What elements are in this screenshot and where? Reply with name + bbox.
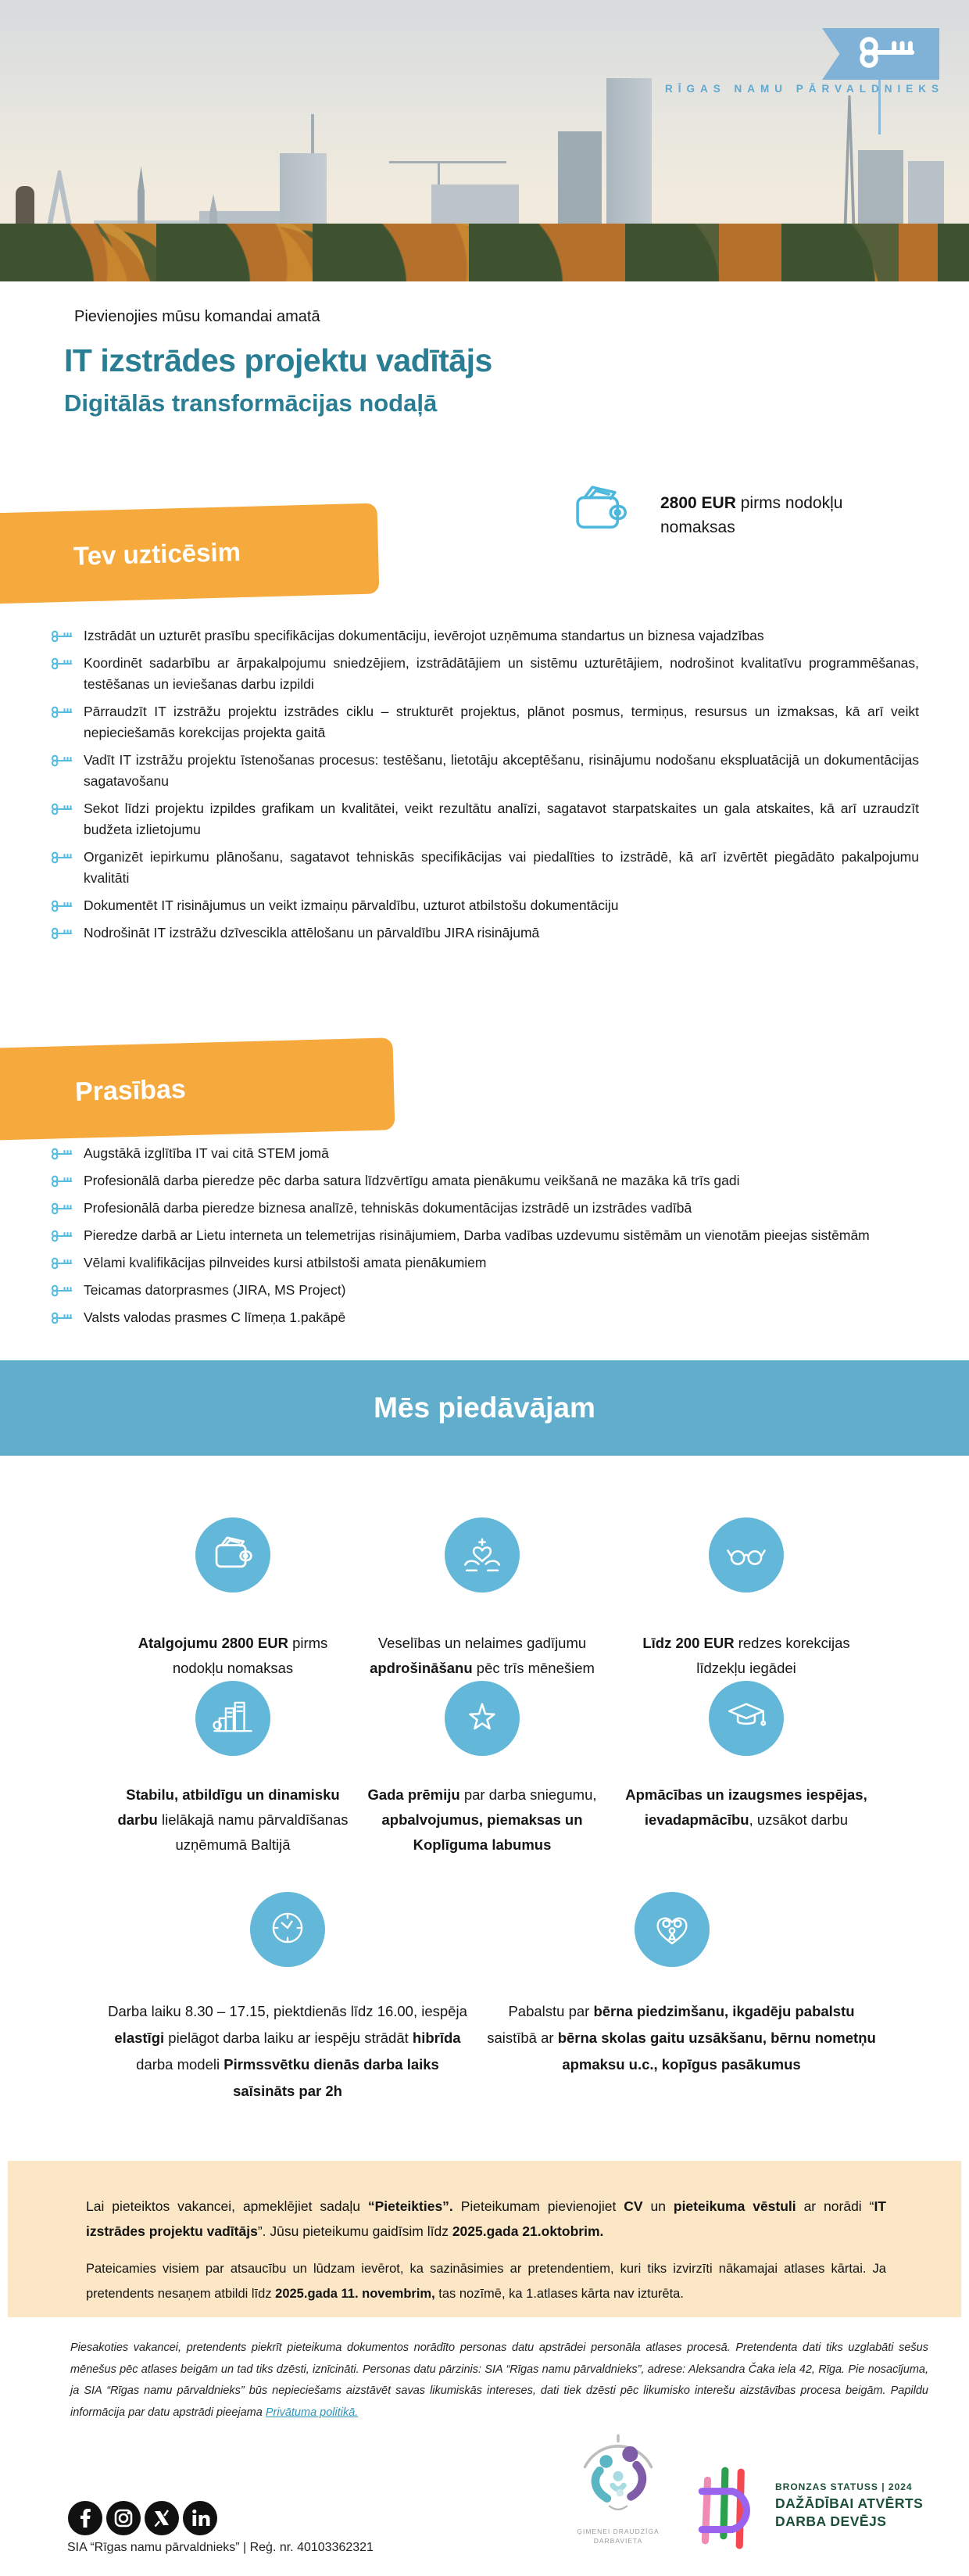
bullet-text: Teicamas datorprasmes (JIRA, MS Project) bbox=[84, 1282, 346, 1298]
benefit-circle bbox=[635, 1892, 710, 1967]
list-item bbox=[50, 653, 919, 695]
company-registration-line: SIA “Rīgas namu pārvaldnieks” | Reģ. nr. 40103362321 bbox=[67, 2541, 374, 2554]
wallet-icon bbox=[569, 480, 631, 542]
diversity-badge-icon bbox=[694, 2463, 766, 2554]
list-item bbox=[50, 1198, 919, 1219]
list-item bbox=[50, 895, 919, 916]
star-icon bbox=[459, 1694, 505, 1743]
privacy-policy-link[interactable]: Privātuma politikā. bbox=[265, 2406, 359, 2419]
graduation-cap-icon bbox=[724, 1694, 769, 1743]
list-item bbox=[50, 923, 919, 944]
bullet-text: Vadīt IT izstrāžu projektu īstenošanas procesus: testēšanu, lietotāju akceptēšanu, risinājumu nodošanu ekspluatācijā un dokumentācijas sagatavošanu bbox=[84, 752, 919, 789]
privacy-fine-print bbox=[70, 2338, 928, 2424]
glasses-icon bbox=[724, 1531, 769, 1580]
instagram-icon[interactable] bbox=[105, 2500, 141, 2536]
key-bullet-icon bbox=[50, 657, 73, 671]
key-bullet-icon bbox=[50, 629, 73, 643]
application-instructions-box bbox=[8, 2161, 961, 2317]
diversity-badge-text: BRONZAS STATUSS | 2024 DAŽĀDĪBAI ATVĒRTS DARBA DEVĒJS bbox=[775, 2481, 924, 2529]
key-bullet-icon bbox=[50, 1174, 73, 1188]
list-item bbox=[50, 1225, 919, 1246]
key-icon bbox=[853, 34, 921, 74]
facebook-icon[interactable] bbox=[67, 2500, 103, 2536]
requirements-list bbox=[50, 1143, 919, 1335]
list-item bbox=[50, 1280, 919, 1301]
social-links bbox=[67, 2500, 218, 2536]
list-item bbox=[50, 1307, 919, 1328]
list-item bbox=[50, 847, 919, 889]
bullet-text: Pieredze darbā ar Lietu interneta un telemetrijas risinājumiem, Darba vadības uzdevumu sistēmām un vienotām pieejas sistēmām bbox=[84, 1227, 870, 1243]
benefit-text: Gada prēmiju par darba sniegumu, apbalvojumus, piemaksas un Koplīguma labumus bbox=[367, 1786, 597, 1853]
benefit-circle bbox=[250, 1892, 325, 1967]
benefit-circle bbox=[195, 1517, 270, 1593]
bullet-text: Augstākā izglītība IT vai citā STEM jomā bbox=[84, 1145, 329, 1161]
bullet-text: Sekot līdzi projektu izpildes grafikam un kvalitātei, veikt rezultātu analīzi, sagatavot starpatskaites un gala atskaites, kā arī uzraudzīt budžeta izlietojumu bbox=[84, 801, 919, 837]
benefit-text: Apmācības un izaugsmes iespējas, ievadapmācību, uzsākot darbu bbox=[625, 1786, 867, 1828]
x-icon[interactable] bbox=[144, 2500, 180, 2536]
benefit-text: Atalgojumu 2800 EUR pirms nodokļu nomaksas bbox=[138, 1635, 328, 1676]
benefit-circle bbox=[195, 1681, 270, 1756]
section-heading-requirements: Prasības bbox=[0, 1037, 395, 1141]
bullet-text: Pārraudzīt IT izstrāžu projektu izstrādes ciklu – strukturēt projektus, plānot posmus, termiņus, resursus un izmaksas, kā arī veikt nepieciešamās korekcijas projekta gaitā bbox=[84, 704, 919, 740]
key-bullet-icon bbox=[50, 1147, 73, 1161]
tower-antenna bbox=[311, 114, 314, 158]
bullet-text: Koordinēt sadarbību ar ārpakalpojumu sniedzējiem, izstrādātājiem un sistēmu uzturētājiem, nodrošinot kvalitatīvu programmēšanas, testēšanas un ieviešanas darbu izpildi bbox=[84, 655, 919, 692]
riga-skyline-photo bbox=[0, 0, 969, 281]
bullet-text: Nodrošināt IT izstrāžu dzīvescikla attēlošanu un pārvaldību JIRA risinājumā bbox=[84, 925, 540, 940]
benefit-text: Līdz 200 EUR redzes korekcijas līdzekļu iegādei bbox=[642, 1635, 850, 1676]
key-bullet-icon bbox=[50, 1311, 73, 1325]
health-insurance-icon bbox=[459, 1531, 505, 1580]
key-bullet-icon bbox=[50, 1284, 73, 1298]
bullet-text: Dokumentēt IT risinājumus un veikt izmaiņu pārvaldību, uzturot atbilstošu dokumentāciju bbox=[84, 897, 619, 913]
bullet-text: Vēlami kvalifikācijas pilnveides kursi atbilstoši amata pienākumiem bbox=[84, 1255, 487, 1270]
selection-notice-paragraph: Pateicamies visiem par atsaucību un lūdzam ievērot, ka sazināsimies ar pretendentiem, kuri tiks izvirzīti nākamajai atlases kārtai. Ja pretendents nesaņem atbildi līdz 2025.gada 11. novembrim, tas nozīmē, ka 1.atlases kārta nav izturēta. bbox=[86, 2262, 886, 2301]
city-buildings-icon bbox=[210, 1694, 256, 1743]
bullet-text: Izstrādāt un uzturēt prasību specifikācijas dokumentāciju, ievērojot uzņēmuma standartus un biznesa vajadzības bbox=[84, 628, 764, 643]
linkedin-icon[interactable] bbox=[182, 2500, 218, 2536]
list-item bbox=[50, 750, 919, 792]
bullet-text: Profesionālā darba pieredze pēc darba satura līdzvērtīgu amata pienākumu veikšanā ne mazāka kā trīs gadi bbox=[84, 1173, 740, 1188]
company-logo-flag bbox=[822, 28, 939, 80]
salary-line: 2800 EUR pirms nodokļu nomaksas bbox=[660, 494, 843, 536]
key-bullet-icon bbox=[50, 926, 73, 940]
benefit-circle bbox=[445, 1517, 520, 1593]
benefit-circle bbox=[709, 1517, 784, 1593]
benefit-text: Pabalstu par bērna piedzimšanu, ikgadēju pabalstu saistībā ar bērna skolas gaitu uzsākšanu, bērnu nometņu apmaksu u.c., kopīgus pasākumus bbox=[487, 2003, 876, 2073]
key-bullet-icon bbox=[50, 1229, 73, 1243]
benefit-text: Darba laiku 8.30 – 17.15, piektdienās līdz 16.00, iespēja elastīgi pielāgot darba laiku ar iespēju strādāt hibrīda darba modeli Pirmssvētku dienās darba laiks saīsināts par 2h bbox=[108, 2003, 467, 2099]
key-bullet-icon bbox=[50, 754, 73, 768]
key-bullet-icon bbox=[50, 1202, 73, 1216]
key-bullet-icon bbox=[50, 705, 73, 719]
list-item bbox=[50, 1170, 919, 1191]
benefit-text: Veselības un nelaimes gadījumu apdrošināšanu pēc trīs mēnešiem bbox=[370, 1635, 595, 1676]
family-badge-caption: ĢIMENEI DRAUDZĪGA DARBAVIETA bbox=[577, 2528, 660, 2545]
list-item bbox=[50, 1252, 919, 1274]
kicker-line: Pievienojies mūsu komandai amatā bbox=[74, 308, 320, 325]
duties-list bbox=[50, 625, 919, 950]
page-title: IT izstrādes projektu vadītājs bbox=[64, 342, 492, 378]
list-item bbox=[50, 798, 919, 840]
autumn-treetops bbox=[0, 224, 969, 281]
key-bullet-icon bbox=[50, 802, 73, 816]
wallet-icon bbox=[210, 1532, 256, 1578]
list-item bbox=[50, 701, 919, 743]
family-umbrella-icon bbox=[572, 2511, 664, 2524]
bullet-text: Organizēt iepirkumu plānošanu, sagatavot tehniskās specifikācijas vai piedalīties to izstrādē, kā arī izvērtēt piegādāto pakalpojumu kvalitāti bbox=[84, 849, 919, 886]
clock-icon bbox=[265, 1905, 310, 1954]
brand-wordmark: RĪGAS NAMU PĀRVALDNIEKS bbox=[664, 83, 944, 95]
privacy-text: Piesakoties vakancei, pretendents piekrīt pieteikuma dokumentos norādīto personas datu apstrādei personāla atlases procesā. Pretendenta dati tiks uzglabāti sešus mēnešus pēc atlases beigām un tad tiks dzēsti, iznīcināti. Personas datu pārzinis: SIA “Rīgas namu pārvaldnieks”, adrese: Aleksandra Čaka iela 42, Rīga. Pie nosacījuma, ja SIA “Rīgas namu pārvaldnieks” būs nepieciešams aizstāvēt savas likumiskās intereses, dati tiek dzēsti pēc likumisko interešu aizstāvības procesa beigām. Papildu informācija par datu apstrādi pieejama bbox=[70, 2341, 928, 2419]
key-bullet-icon bbox=[50, 851, 73, 865]
section-heading-duties: Tev uzticēsim bbox=[0, 503, 379, 604]
construction-crane bbox=[389, 161, 506, 163]
key-bullet-icon bbox=[50, 899, 73, 913]
bullet-text: Profesionālā darba pieredze biznesa analīzē, tehniskās dokumentācijas izstrādē un izstrādes vadībā bbox=[84, 1200, 692, 1216]
benefit-circle bbox=[445, 1681, 520, 1756]
apply-paragraph: Lai pieteiktos vakancei, apmeklējiet sadaļu “Pieteikties”. Pieteikumam pievienojiet CV un pieteikuma vēstuli ar norādi “IT izstrādes projektu vadītājs”. Jūsu pieteikumu gaidīsim līdz 2025.gada 21.oktobrim. bbox=[86, 2198, 886, 2239]
benefit-text: Stabilu, atbildīgu un dinamisku darbu lielākajā namu pārvaldīšanas uzņēmumā Baltijā bbox=[117, 1786, 349, 1853]
page-subtitle: Digitālās transformācijas nodaļā bbox=[64, 389, 438, 417]
list-item bbox=[50, 1143, 919, 1164]
family-heart-icon bbox=[649, 1905, 695, 1954]
benefit-circle bbox=[709, 1681, 784, 1756]
section-heading-offer: Mēs piedāvājam bbox=[0, 1360, 969, 1456]
key-bullet-icon bbox=[50, 1256, 73, 1270]
family-friendly-badge bbox=[567, 2427, 669, 2546]
list-item bbox=[50, 625, 919, 647]
bullet-text: Valsts valodas prasmes C līmeņa 1.pakāpē bbox=[84, 1309, 346, 1325]
